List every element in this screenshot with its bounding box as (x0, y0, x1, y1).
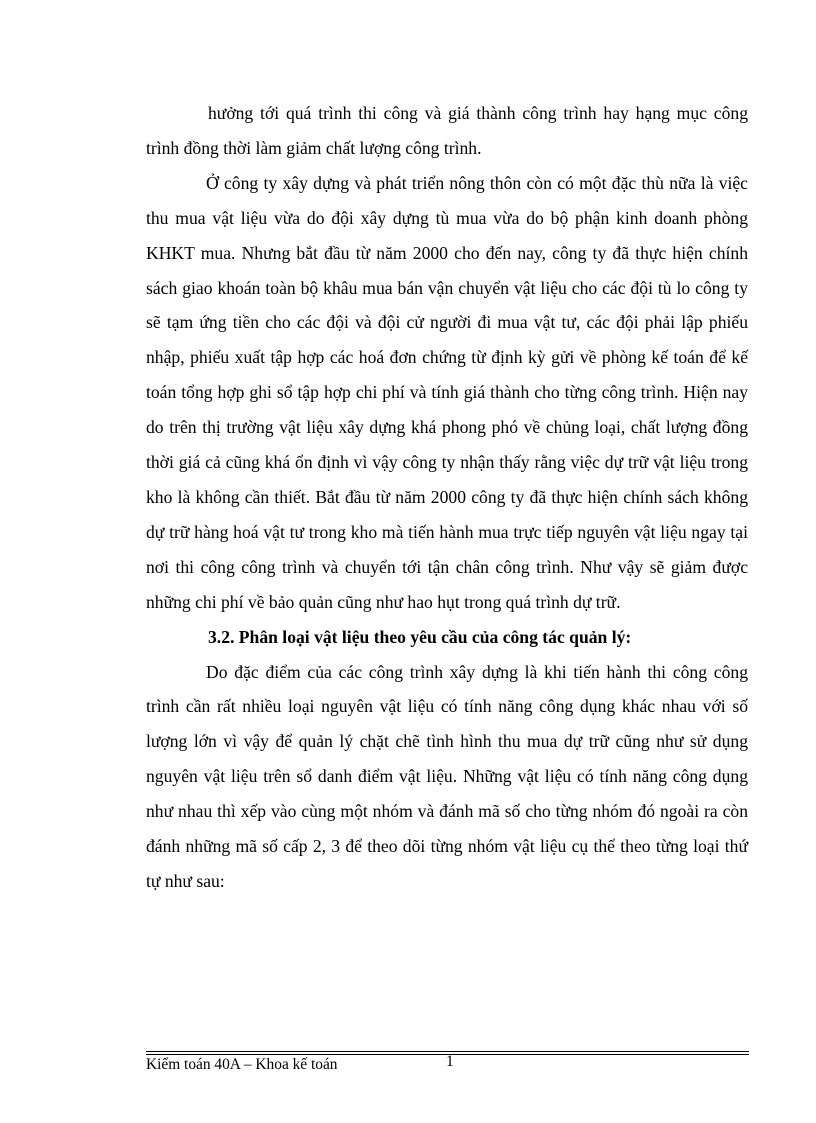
section-heading-3-2: 3.2. Phân loại vật liệu theo yêu cầu của công tác quản lý: (208, 626, 632, 647)
paragraph-material-purchasing: Ở công ty xây dựng và phát triển nông thôn còn có một đặc thù nữa là việc thu mua vật liệu vừa do đội xây dựng tù mua vừa do bộ phận kinh doanh phòng KHKT mua. Nhưng bắt đầu từ năm 2000 cho đến nay, công ty đã thực hiện chính sách giao khoán toàn bộ khâu mua bán vận chuyển vật liệu cho các đội tù lo công ty sẽ tạm ứng tiền cho các đội và đội cử người đi mua vật tư, các đội phải lập phiếu nhập, phiếu xuất tập hợp các hoá đơn chứng từ định kỳ gửi về phòng kế toán để kế toán tổng hợp ghi sổ tập hợp chi phí và tính giá thành cho từng công trình. Hiện nay do trên thị trường vật liệu xây dựng khá phong phó về chủng loại, chất lượng đồng thời giá cả cũng khá ổn định vì vậy công ty nhận thấy rằng việc dự trữ vật liệu trong kho là không cần thiết. Bắt đầu từ năm 2000 công ty đã thực hiện chính sách không dự trữ hàng hoá vật tư trong kho mà tiến hành mua trực tiếp nguyên vật liệu ngay tại nơi thi công công trình và chuyển tới tận chân công trình. Như vậy sẽ giảm được những chi phí về bảo quản cũng như hao hụt trong quá trình dự trữ. (146, 172, 748, 612)
page-body (146, 96, 748, 899)
page-number: 1 (446, 1053, 454, 1070)
paragraph-material-classification: Do đặc điểm của các công trình xây dựng là khi tiến hành thi công công trình cần rất nhiều loại nguyên vật liệu có tính năng công dụng khác nhau với số lượng lớn vì vậy để quản lý chặt chẽ tình hình thu mua dự trữ cũng như sử dụng nguyên vật liệu trên sổ danh điểm vật liệu. Những vật liệu có tính năng công dụng như nhau thì xếp vào cùng một nhóm và đánh mã số cho từng nhóm đó ngoài ra còn đánh những mã số cấp 2, 3 để theo dõi từng nhóm vật liệu cụ thể theo từng loại thứ tự như sau: (146, 661, 748, 891)
paragraph-continuation: hưởng tới quá trình thi công và giá thành công trình hay hạng mục công trình đồng thời làm giảm chất lượng công trình. (146, 103, 748, 158)
footer-text: Kiểm toán 40A – Khoa kế toán (146, 1056, 338, 1073)
